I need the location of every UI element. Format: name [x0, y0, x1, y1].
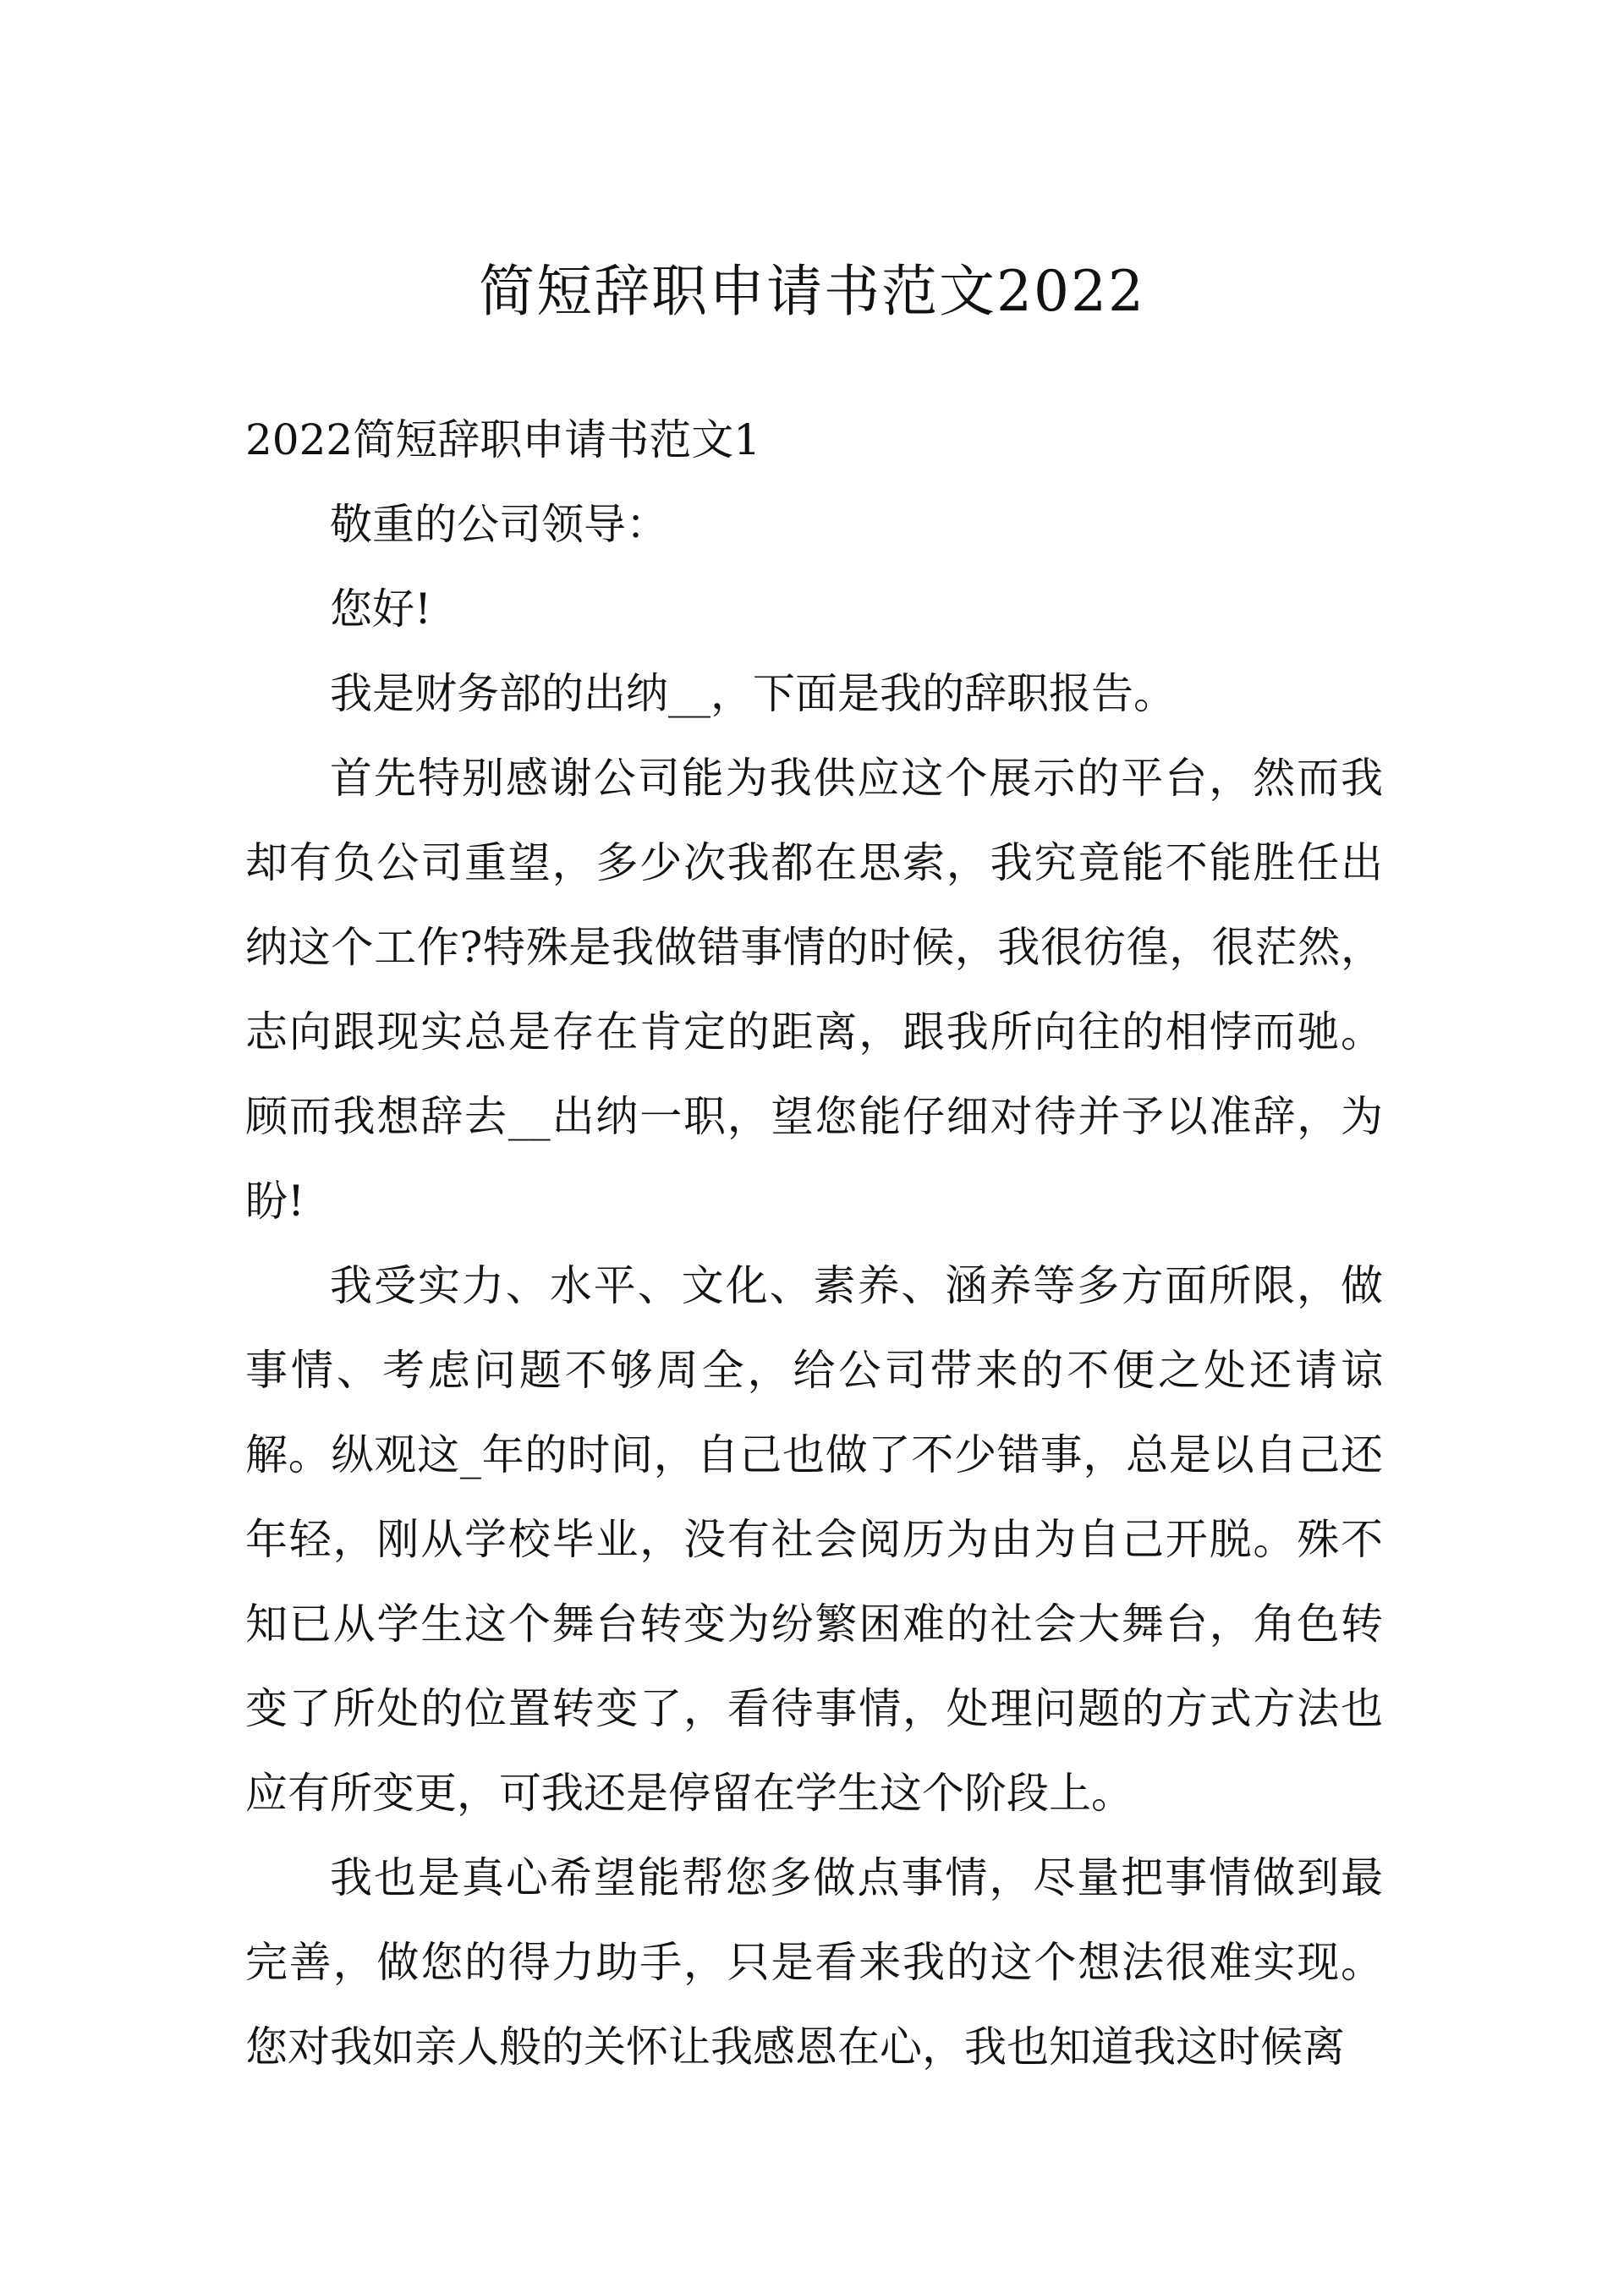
body-paragraph: 我是财务部的出纳__，下面是我的辞职报告。 — [330, 669, 1176, 718]
greeting: 您好! — [330, 584, 432, 634]
body-paragraph: 首先特别感谢公司能为我供应这个展示的平台，然而我却有负公司重望，多少次我都在思索，我究竟能不能胜任出纳这个工作?特殊是我做错事情的时候，我很彷徨，很茫然，志向跟现实总是存在肯定的距离，跟我所向往的相悖而驰。顾而我想辞去__出纳一职，望您能仔细对待并予以准辞，为盼! — [245, 754, 1383, 1226]
salutation: 敬重的公司领导： — [330, 500, 668, 549]
document-body — [245, 398, 1383, 2089]
section-heading: 2022简短辞职申请书范文1 — [245, 415, 761, 464]
document-title: 简短辞职申请书范文2022 — [479, 259, 1145, 324]
body-paragraph: 我受实力、水平、文化、素养、涵养等多方面所限，做事情、考虑问题不够周全，给公司带来的不便之处还请谅解。纵观这_年的时间，自己也做了不少错事，总是以自己还年轻，刚从学校毕业，没有社会阅历为由为自己开脱。殊不知已从学生这个舞台转变为纷繁困难的社会大舞台，角色转变了所处的位置转变了，看待事情，处理问题的方式方法也应有所变更，可我还是停留在学生这个阶段上。 — [245, 1261, 1383, 1818]
body-paragraph: 我也是真心希望能帮您多做点事情，尽量把事情做到最完善，做您的得力助手，只是看来我的这个想法很难实现。您对我如亲人般的关怀让我感恩在心，我也知道我这时候离 — [245, 1853, 1383, 2072]
